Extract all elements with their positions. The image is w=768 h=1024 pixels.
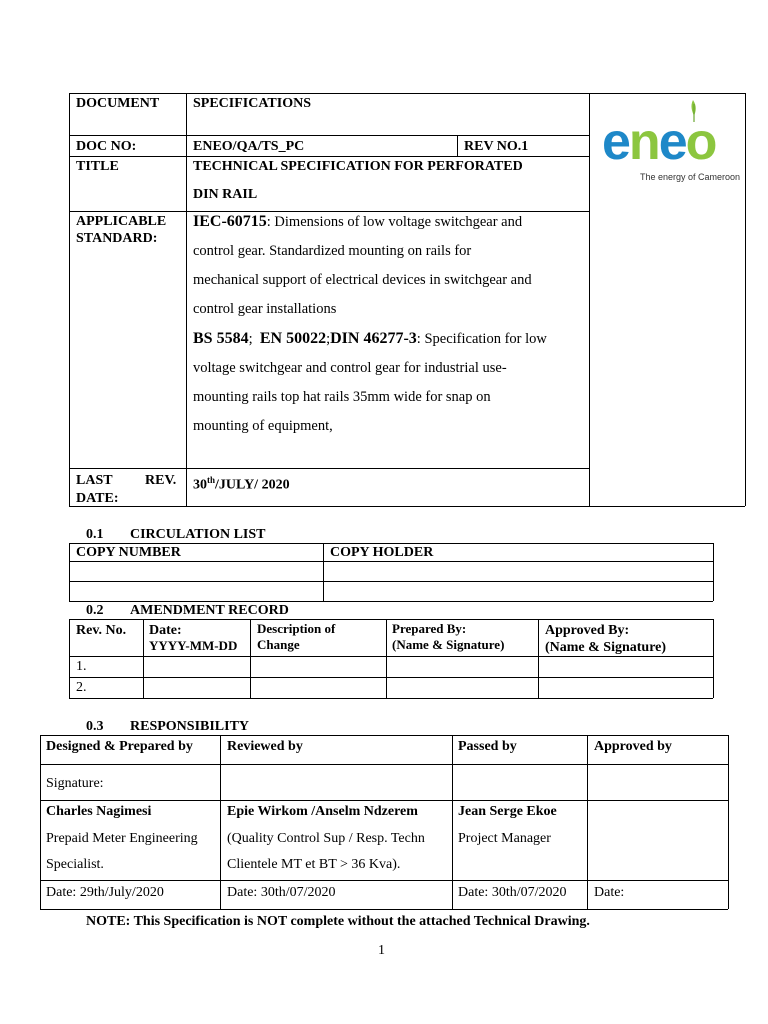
- col-approved-1: Approved By:: [545, 623, 630, 638]
- reviewer-date: Date: 30th/07/2020: [227, 885, 336, 900]
- eneo-logo: [598, 92, 743, 192]
- rev-no: REV NO.1: [464, 139, 529, 154]
- std2-line: mounting of equipment,: [193, 418, 333, 434]
- std1-line: control gear installations: [193, 301, 337, 317]
- doc-no-label: DOC NO:: [76, 139, 137, 154]
- col-copy-holder: COPY HOLDER: [330, 545, 434, 560]
- passer-name: Jean Serge Ekoe: [458, 804, 557, 819]
- col-reviewed-by: Reviewed by: [227, 739, 303, 754]
- last-rev-rest: /JULY/ 2020: [215, 477, 290, 493]
- designer-role: Specialist.: [46, 857, 104, 872]
- std2-code-a: BS 5584: [193, 330, 249, 347]
- col-date: Date:: [149, 623, 182, 638]
- col-approved-by: Approved by: [594, 739, 672, 754]
- std2-sep: ;: [248, 331, 260, 347]
- eneo-wordmark: eneo: [602, 113, 716, 171]
- col-description-2: Change: [257, 637, 300, 652]
- std2-code-b: EN 50022: [259, 330, 327, 347]
- passer-date: Date: 30th/07/2020: [458, 885, 567, 900]
- title-line-2: DIN RAIL: [193, 187, 258, 202]
- document-value: SPECIFICATIONS: [193, 96, 311, 111]
- col-designed-by: Designed & Prepared by: [46, 739, 193, 754]
- amendment-heading: AMENDMENT RECORD: [130, 603, 289, 618]
- circulation-number: 0.1: [86, 527, 104, 542]
- std1-line: : Dimensions of low voltage switchgear and: [266, 214, 523, 230]
- reviewer-role: (Quality Control Sup / Resp. Techn: [227, 831, 425, 846]
- col-prepared-1: Prepared By:: [392, 621, 467, 636]
- amendment-number: 0.2: [86, 603, 104, 618]
- std1-code: IEC-60715: [193, 213, 267, 230]
- last-rev-label-b: REV.: [145, 473, 177, 488]
- standard-label-2: STANDARD:: [76, 231, 158, 246]
- last-rev-label-a: LAST: [76, 473, 113, 488]
- col-copy-number: COPY NUMBER: [76, 545, 181, 560]
- table-row: 1.: [76, 659, 87, 674]
- col-passed-by: Passed by: [458, 739, 517, 754]
- std2-code-c: DIN 46277-3: [330, 330, 417, 347]
- designer-name: Charles Nagimesi: [46, 804, 152, 819]
- reviewer-role: Clientele MT et BT > 36 Kva).: [227, 857, 401, 872]
- doc-no-value: ENEO/QA/TS_PC: [193, 139, 305, 154]
- col-approved-2: (Name & Signature): [545, 640, 667, 655]
- reviewer-name: Epie Wirkom /Anselm Ndzerem: [227, 804, 418, 819]
- std2-line: voltage switchgear and control gear for industrial use-: [193, 360, 507, 376]
- std2-line: : Specification for low: [416, 331, 547, 347]
- designer-date: Date: 29th/July/2020: [46, 885, 164, 900]
- col-date-format: YYYY-MM-DD: [149, 638, 238, 653]
- col-description-1: Description of: [257, 621, 336, 636]
- responsibility-heading: RESPONSIBILITY: [130, 719, 250, 734]
- circulation-heading: CIRCULATION LIST: [130, 527, 266, 542]
- title-line-1: TECHNICAL SPECIFICATION FOR PERFORATED: [193, 159, 523, 174]
- std2-line: mounting rails top hat rails 35mm wide for snap on: [193, 389, 491, 405]
- title-label: TITLE: [76, 159, 119, 174]
- table-row: 2.: [76, 680, 87, 695]
- last-rev-date: [193, 472, 290, 494]
- signature-label: Signature:: [46, 776, 104, 791]
- standard-label-1: APPLICABLE: [76, 214, 167, 229]
- eneo-tagline: The energy of Cameroon: [640, 172, 741, 182]
- passer-role: Project Manager: [458, 831, 551, 846]
- last-rev-day: 30: [193, 477, 207, 493]
- last-rev-label-c: DATE:: [76, 491, 119, 506]
- designer-role: Prepaid Meter Engineering: [46, 831, 198, 846]
- col-prepared-2: (Name & Signature): [392, 637, 505, 652]
- standard-text: [193, 207, 585, 441]
- page-number: 1: [378, 943, 385, 958]
- document-label: DOCUMENT: [76, 96, 160, 111]
- responsibility-number: 0.3: [86, 719, 104, 734]
- std2-sep: ;: [326, 331, 331, 347]
- approver-date: Date:: [594, 885, 625, 900]
- std1-line: control gear. Standardized mounting on rails for: [193, 243, 472, 259]
- col-rev-no: Rev. No.: [76, 623, 127, 638]
- last-rev-sup: th: [207, 475, 216, 485]
- note: NOTE: This Specification is NOT complete without the attached Technical Drawing.: [86, 914, 590, 929]
- std1-line: mechanical support of electrical devices in switchgear and: [193, 272, 532, 288]
